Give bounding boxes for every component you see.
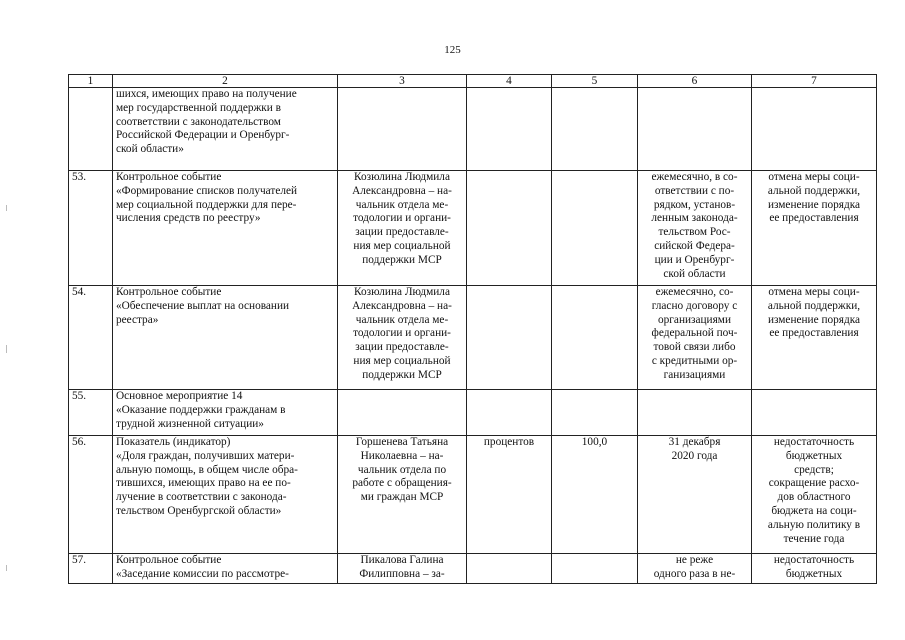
cell-text-line: ее предоставления bbox=[769, 327, 859, 340]
cell-text-line: недостаточность bbox=[773, 436, 855, 448]
cell-text-line: Контрольное событие bbox=[116, 554, 222, 566]
cell-text-line: чальник отдела ме- bbox=[355, 313, 449, 326]
table-cell bbox=[638, 436, 752, 554]
cell-text-line: Козюлина Людмила bbox=[354, 171, 450, 183]
scan-mark bbox=[6, 565, 7, 571]
row-number: 55. bbox=[69, 390, 113, 436]
cell-text-line: отмена меры соци- bbox=[768, 286, 860, 298]
cell-text-line: бюджетных bbox=[785, 567, 843, 580]
table-row bbox=[69, 390, 877, 436]
cell-text-line: ответствии с по- bbox=[654, 184, 735, 197]
table-cell bbox=[752, 171, 877, 286]
cell-text-line: «Заседание комиссии по рассмотре- bbox=[116, 567, 289, 580]
cell-text-line: ганизациями bbox=[663, 368, 726, 381]
cell-text-line: ленным законода- bbox=[651, 212, 738, 225]
cell-text-line: зации предоставле- bbox=[355, 341, 449, 354]
cell-text-line: ми граждан МСР bbox=[360, 491, 444, 504]
cell-text-line: федеральной поч- bbox=[651, 327, 738, 340]
table-row bbox=[69, 436, 877, 554]
table-cell bbox=[552, 171, 638, 286]
cell-text-line: ее предоставления bbox=[769, 212, 859, 225]
table-cell bbox=[338, 554, 467, 584]
table-cell bbox=[752, 554, 877, 584]
table-cell bbox=[752, 88, 877, 171]
row-number: 54. bbox=[69, 286, 113, 390]
table-cell bbox=[467, 286, 552, 390]
cell-text-line: чальник отдела ме- bbox=[355, 198, 449, 211]
cell-text-line: трудной жизненной ситуации» bbox=[116, 417, 264, 430]
table-cell bbox=[113, 286, 338, 390]
table-cell bbox=[638, 88, 752, 171]
cell-text-line: мер социальной поддержки для пере- bbox=[116, 198, 297, 211]
cell-text-line: Основное мероприятие 14 bbox=[116, 390, 243, 402]
table-cell bbox=[338, 286, 467, 390]
cell-text-line: бюджета на соци- bbox=[771, 504, 857, 517]
cell-text-line: ния мер социальной bbox=[353, 354, 451, 367]
table-cell bbox=[638, 390, 752, 436]
column-header: 4 bbox=[467, 75, 552, 88]
table-cell bbox=[552, 390, 638, 436]
table-cell bbox=[113, 554, 338, 584]
cell-text-line: изменение порядка bbox=[767, 313, 861, 326]
cell-text-line: лучение в соответствии с законода- bbox=[116, 491, 287, 504]
cell-text-line: Контрольное событие bbox=[116, 286, 222, 298]
cell-text-line: Козюлина Людмила bbox=[354, 286, 450, 298]
cell-text-line: «Формирование списков получателей bbox=[116, 184, 298, 197]
cell-text-line: сокращение расхо- bbox=[768, 477, 860, 490]
cell-text-line: с кредитными ор- bbox=[651, 354, 738, 367]
cell-text-line: изменение порядка bbox=[767, 198, 861, 211]
table-cell bbox=[638, 286, 752, 390]
table-cell bbox=[638, 171, 752, 286]
table-cell bbox=[467, 436, 552, 554]
table-cell bbox=[552, 88, 638, 171]
table-row bbox=[69, 554, 877, 584]
cell-text-line: Российской Федерации и Оренбург- bbox=[116, 129, 290, 142]
cell-text-line: альную помощь, в общем числе обра- bbox=[116, 463, 298, 476]
cell-text-line: недостаточность bbox=[773, 554, 855, 566]
row-number: 56. bbox=[69, 436, 113, 554]
cell-text-line: поддержки МСР bbox=[362, 253, 442, 266]
cell-text-line: шихся, имеющих право на получение bbox=[116, 88, 297, 100]
cell-text-line: тодологии и органи- bbox=[353, 212, 451, 225]
cell-text-line: организациями bbox=[658, 313, 731, 326]
table-cell bbox=[467, 554, 552, 584]
plan-table-body bbox=[69, 88, 877, 584]
plan-table bbox=[68, 74, 877, 584]
table-cell bbox=[113, 88, 338, 171]
cell-text-line: работе с обращения- bbox=[352, 477, 452, 490]
table-cell bbox=[638, 554, 752, 584]
cell-text-line: Показатель (индикатор) bbox=[116, 436, 231, 448]
row-number bbox=[69, 88, 113, 171]
cell-text-line: бюджетных bbox=[785, 449, 843, 462]
table-row bbox=[69, 286, 877, 390]
cell-text-line: мер государственной поддержки в bbox=[116, 101, 281, 114]
table-cell bbox=[113, 436, 338, 554]
cell-text-line: альной поддержки, bbox=[767, 299, 861, 312]
table-cell bbox=[338, 171, 467, 286]
scan-mark bbox=[6, 205, 7, 211]
cell-text-line: альной поддержки, bbox=[767, 184, 861, 197]
cell-text-line: ния мер социальной bbox=[353, 239, 451, 252]
cell-text-line: ской области bbox=[663, 267, 726, 280]
cell-text-line: течение года bbox=[783, 532, 845, 545]
cell-text-line: ции и Оренбург- bbox=[654, 253, 735, 266]
cell-text-line: «Обеспечение выплат на основании bbox=[116, 299, 290, 312]
table-cell bbox=[552, 286, 638, 390]
cell-text-line: зации предоставле- bbox=[355, 226, 449, 239]
cell-text-line: числения средств по реестру» bbox=[116, 212, 261, 225]
header-row bbox=[69, 75, 877, 88]
cell-text-line: Филипповна – за- bbox=[359, 567, 445, 580]
table-cell bbox=[552, 436, 638, 554]
table-cell bbox=[752, 390, 877, 436]
cell-text-line: Контрольное событие bbox=[116, 171, 222, 183]
cell-text-line: поддержки МСР bbox=[362, 368, 442, 381]
cell-text-line: Николаевна – на- bbox=[360, 449, 444, 462]
cell-text-line: альную политику в bbox=[767, 518, 861, 531]
cell-text-line: Александровна – на- bbox=[352, 184, 452, 197]
cell-text-line: не реже bbox=[675, 554, 714, 566]
cell-text-line: тившихся, имеющих право на ее по- bbox=[116, 477, 291, 490]
table-cell bbox=[338, 390, 467, 436]
cell-text-line: ежемесячно, в со- bbox=[651, 171, 738, 183]
cell-text-line: 31 декабря bbox=[668, 436, 721, 448]
cell-text-line: реестра» bbox=[116, 313, 159, 326]
cell-text-line: Горшенева Татьяна bbox=[355, 436, 449, 448]
table-cell bbox=[752, 436, 877, 554]
cell-text-line: отмена меры соци- bbox=[768, 171, 860, 183]
table-cell bbox=[552, 554, 638, 584]
table-cell bbox=[467, 171, 552, 286]
cell-text-line: тельством Оренбургской области» bbox=[116, 504, 282, 517]
row-number: 53. bbox=[69, 171, 113, 286]
table-row bbox=[69, 88, 877, 171]
column-header: 5 bbox=[552, 75, 638, 88]
cell-text-line: «Оказание поддержки гражданам в bbox=[116, 403, 286, 416]
row-number: 57. bbox=[69, 554, 113, 584]
table-cell bbox=[338, 436, 467, 554]
cell-text-line: чальник отдела по bbox=[357, 463, 447, 476]
cell-text-line: рядком, установ- bbox=[653, 198, 736, 211]
column-header: 2 bbox=[113, 75, 338, 88]
cell-text-line: тодологии и органи- bbox=[353, 327, 451, 340]
cell-text-line: одного раза в не- bbox=[653, 567, 736, 580]
column-header: 6 bbox=[638, 75, 752, 88]
table-row bbox=[69, 171, 877, 286]
cell-text-line: «Доля граждан, получивших матери- bbox=[116, 449, 295, 462]
page-number: 125 bbox=[444, 44, 461, 56]
cell-text-line: товой связи либо bbox=[653, 341, 736, 354]
scan-mark bbox=[6, 345, 7, 353]
table-cell bbox=[338, 88, 467, 171]
cell-text-line: средств; bbox=[794, 463, 834, 476]
cell-text-line: 2020 года bbox=[671, 449, 718, 462]
table-cell bbox=[467, 88, 552, 171]
column-header: 1 bbox=[69, 75, 113, 88]
table-cell bbox=[752, 286, 877, 390]
cell-text-line: тельством Рос- bbox=[658, 226, 731, 239]
cell-text-line: соответствии с законодательством bbox=[116, 115, 281, 128]
cell-text-line: процентов bbox=[483, 436, 535, 448]
column-header: 3 bbox=[338, 75, 467, 88]
cell-text-line: 100,0 bbox=[581, 436, 608, 448]
cell-text-line: дов областного bbox=[777, 491, 851, 504]
table-cell bbox=[113, 390, 338, 436]
table-cell bbox=[113, 171, 338, 286]
cell-text-line: Пикалова Галина bbox=[360, 554, 444, 566]
cell-text-line: Александровна – на- bbox=[352, 299, 452, 312]
cell-text-line: сийской Федера- bbox=[654, 239, 735, 252]
table-cell bbox=[467, 390, 552, 436]
cell-text-line: ежемесячно, со- bbox=[655, 286, 734, 298]
column-header: 7 bbox=[752, 75, 877, 88]
cell-text-line: ской области» bbox=[116, 143, 184, 156]
cell-text-line: гласно договору с bbox=[651, 299, 738, 312]
